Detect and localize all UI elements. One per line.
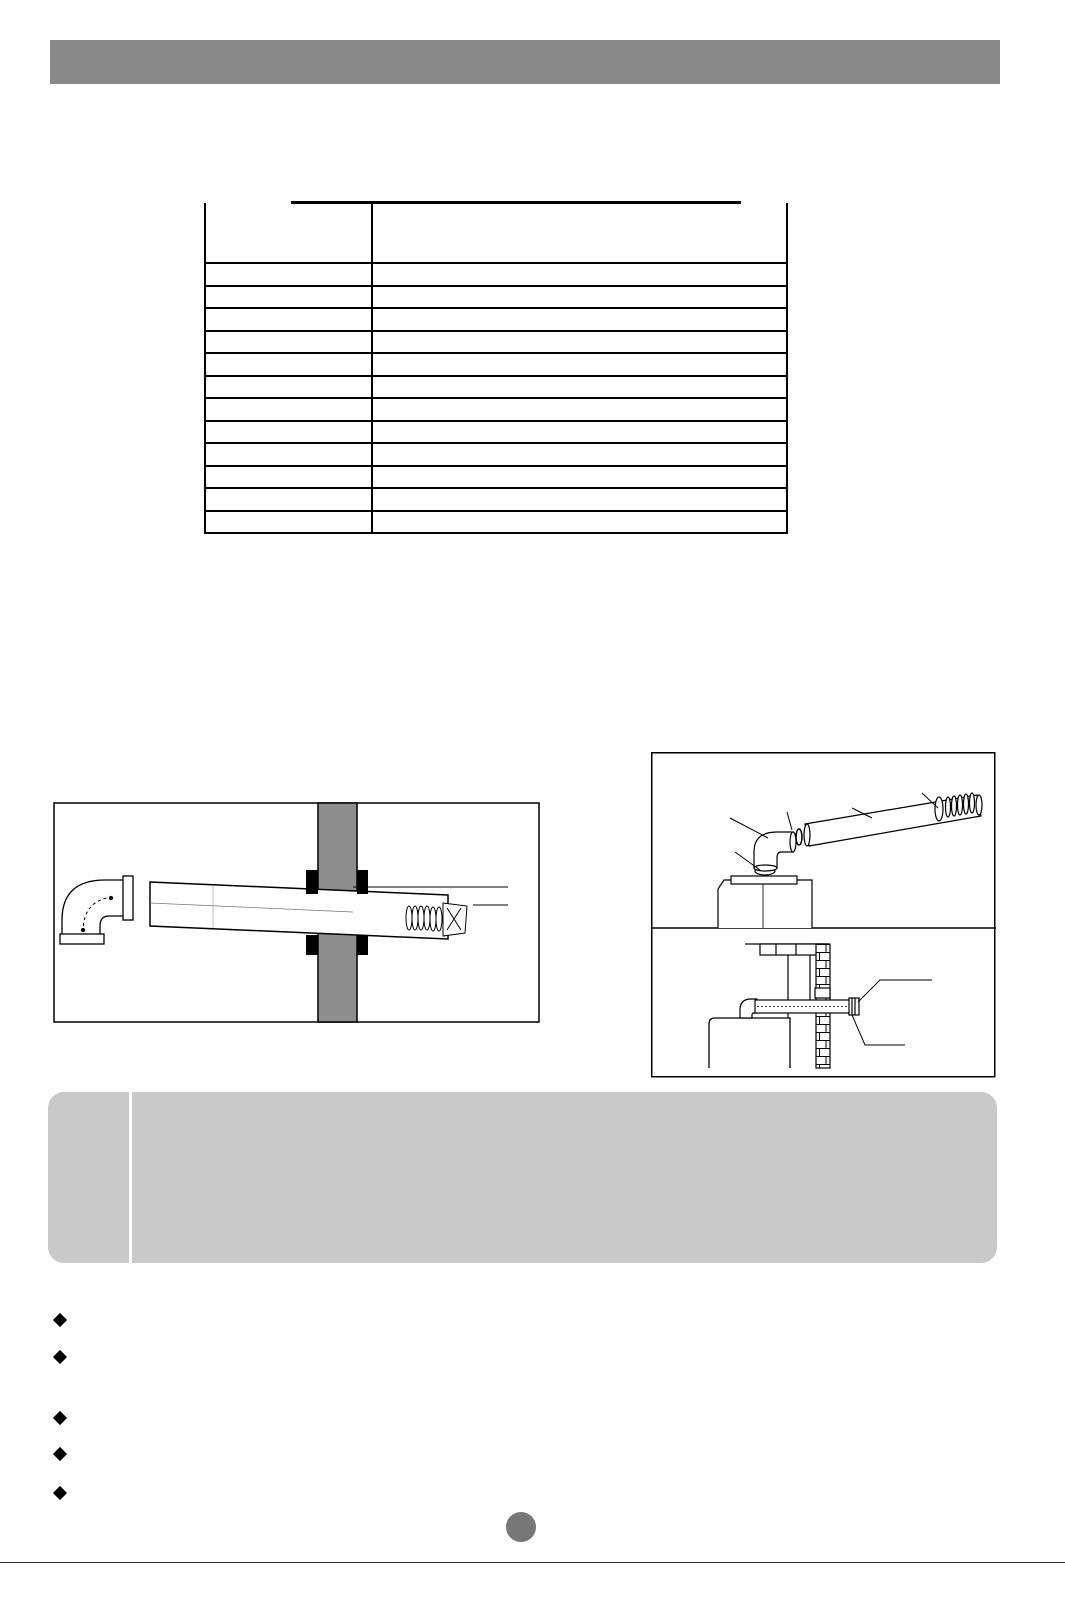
- wall-seal: [306, 870, 318, 894]
- bullet-item: [52, 1484, 992, 1504]
- table-cell-value: [373, 332, 786, 353]
- table-row: [206, 489, 786, 512]
- boiler: [709, 1018, 790, 1068]
- note-divider: [129, 1092, 132, 1263]
- table-row: [206, 332, 786, 355]
- table-cell-label: [206, 489, 373, 510]
- installation-diagram: [651, 752, 996, 1078]
- elbow-fitting: [60, 876, 133, 944]
- table-cell-label: [206, 377, 373, 398]
- table-row: [206, 309, 786, 332]
- spec-table: [204, 203, 788, 534]
- table-body: [206, 264, 786, 534]
- note-box: [48, 1092, 997, 1263]
- footer-rule: [0, 1562, 1065, 1563]
- flue-pipe: [804, 793, 982, 846]
- table-cell-value: [373, 399, 786, 420]
- bullet-item: [52, 1348, 992, 1368]
- table-cell-value: [373, 309, 786, 330]
- wall-penetration-diagram: [53, 802, 540, 1025]
- elbow-fitting: [754, 832, 796, 871]
- table-row: [206, 354, 786, 377]
- callout-leaders: [852, 980, 932, 1045]
- wall-seal: [357, 935, 368, 955]
- table-cell-label: [206, 287, 373, 308]
- page-number-badge: [506, 1512, 536, 1542]
- table-cell-label: [206, 422, 373, 443]
- table-row: [206, 512, 786, 535]
- table-cell-label: [206, 264, 373, 285]
- bullet-item: [52, 1445, 992, 1465]
- bullet-item: [52, 1409, 992, 1429]
- table-cell-value: [373, 467, 786, 488]
- table-cell-value: [373, 422, 786, 443]
- note-label: [48, 1092, 128, 1263]
- table-cell-label: [206, 512, 373, 533]
- table-cell-label: [206, 467, 373, 488]
- diamond-bullet-icon: [53, 1411, 67, 1425]
- o-ring: [796, 829, 802, 845]
- table-row: [206, 422, 786, 445]
- flue-pipe: [150, 882, 448, 939]
- table-row: [206, 264, 786, 287]
- diamond-bullet-icon: [53, 1447, 67, 1461]
- table-cell-label: [206, 399, 373, 420]
- table-cell-label: [206, 309, 373, 330]
- diamond-bullet-icon: [53, 1486, 67, 1500]
- table-cell-value: [373, 264, 786, 285]
- table-cell-value: [373, 287, 786, 308]
- table-cell-label: [206, 354, 373, 375]
- wall-seal: [306, 935, 318, 955]
- bullet-item: [52, 1311, 992, 1331]
- table-row: [206, 377, 786, 400]
- table-row: [206, 287, 786, 310]
- table-cell-value: [373, 512, 786, 533]
- table-cell-label: [206, 332, 373, 353]
- table-cell-value: [373, 377, 786, 398]
- wall-seal: [357, 870, 368, 894]
- table-cell-value: [373, 444, 786, 465]
- section-header-bar: [50, 40, 1000, 84]
- table-cell-label: [206, 444, 373, 465]
- diamond-bullet-icon: [53, 1350, 67, 1364]
- table-header-cell-1: [206, 203, 373, 262]
- boiler-top: [718, 867, 812, 928]
- table-header-cell-2: [373, 203, 786, 262]
- table-row: [206, 444, 786, 467]
- table-row: [206, 467, 786, 490]
- table-cell-value: [373, 489, 786, 510]
- table-header-row: [206, 203, 786, 264]
- diamond-bullet-icon: [53, 1313, 67, 1327]
- table-cell-value: [373, 354, 786, 375]
- installed-flue-pipe: [740, 988, 859, 1018]
- table-row: [206, 399, 786, 422]
